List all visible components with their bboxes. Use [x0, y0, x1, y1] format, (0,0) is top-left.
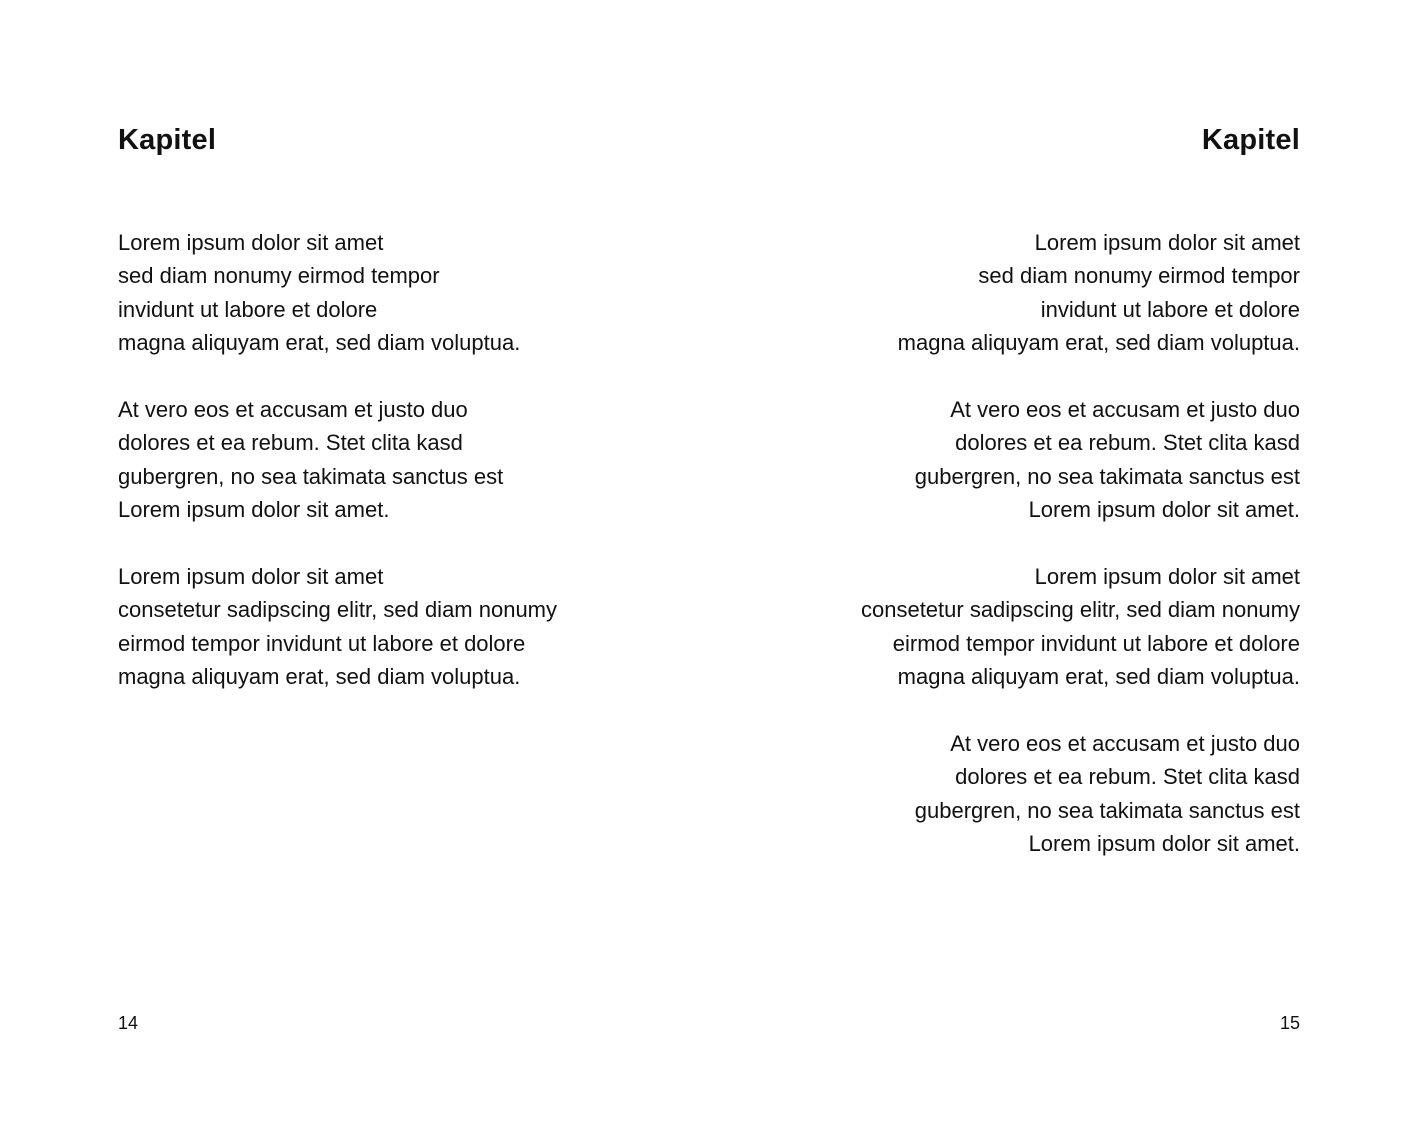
text-line: Lorem ipsum dolor sit amet. — [1028, 497, 1300, 523]
paragraph — [820, 727, 1300, 861]
text-line: sed diam nonumy eirmod tempor — [978, 263, 1300, 289]
text-line: gubergren, no sea takimata sanctus est — [914, 797, 1300, 823]
text-line: dolores et ea rebum. Stet clita kasd — [955, 764, 1300, 790]
paragraph — [118, 226, 598, 360]
text-line: magna aliquyam erat, sed diam voluptua. — [897, 664, 1300, 690]
text-line: magna aliquyam erat, sed diam voluptua. — [118, 330, 521, 356]
left-page — [0, 0, 708, 1122]
text-line: invidunt ut labore et dolore — [118, 296, 378, 322]
text-line: dolores et ea rebum. Stet clita kasd — [955, 430, 1300, 456]
text-line: Lorem ipsum dolor sit amet — [118, 230, 384, 255]
text-line: At vero eos et accusam et justo duo — [950, 397, 1300, 423]
paragraph — [820, 560, 1300, 694]
paragraph — [118, 393, 598, 527]
text-line: invidunt ut labore et dolore — [1040, 296, 1300, 322]
text-line: magna aliquyam erat, sed diam voluptua. — [897, 330, 1300, 356]
page-number: 14 — [118, 1013, 139, 1033]
page-number: 15 — [1279, 1013, 1300, 1033]
text-line: gubergren, no sea takimata sanctus est — [914, 463, 1300, 489]
text-line: dolores et ea rebum. Stet clita kasd — [118, 430, 463, 456]
paragraph — [118, 560, 598, 694]
text-line: sed diam nonumy eirmod tempor — [118, 263, 440, 289]
text-line: Lorem ipsum dolor sit amet — [118, 564, 384, 590]
text-line: Lorem ipsum dolor sit amet — [1034, 230, 1300, 255]
text-line: Lorem ipsum dolor sit amet — [1034, 564, 1300, 590]
paragraph — [820, 393, 1300, 527]
text-line: Lorem ipsum dolor sit amet. — [118, 497, 390, 523]
text-line: At vero eos et accusam et justo duo — [118, 397, 468, 423]
chapter-heading: Kapitel — [118, 124, 217, 156]
text-line: At vero eos et accusam et justo duo — [950, 731, 1300, 757]
text-line: magna aliquyam erat, sed diam voluptua. — [118, 664, 521, 690]
text-line: consetetur sadipscing elitr, sed diam nonumy — [118, 597, 558, 623]
text-line: eirmod tempor invidunt ut labore et dolore — [118, 630, 526, 656]
chapter-heading: Kapitel — [1201, 124, 1300, 156]
text-line: consetetur sadipscing elitr, sed diam nonumy — [860, 597, 1300, 623]
body-text — [820, 226, 1300, 894]
right-page — [709, 0, 1417, 1122]
text-line: Lorem ipsum dolor sit amet. — [1028, 831, 1300, 857]
text-line: eirmod tempor invidunt ut labore et dolore — [892, 630, 1300, 656]
body-text — [118, 226, 598, 727]
text-line: gubergren, no sea takimata sanctus est — [118, 463, 504, 489]
paragraph — [820, 226, 1300, 360]
